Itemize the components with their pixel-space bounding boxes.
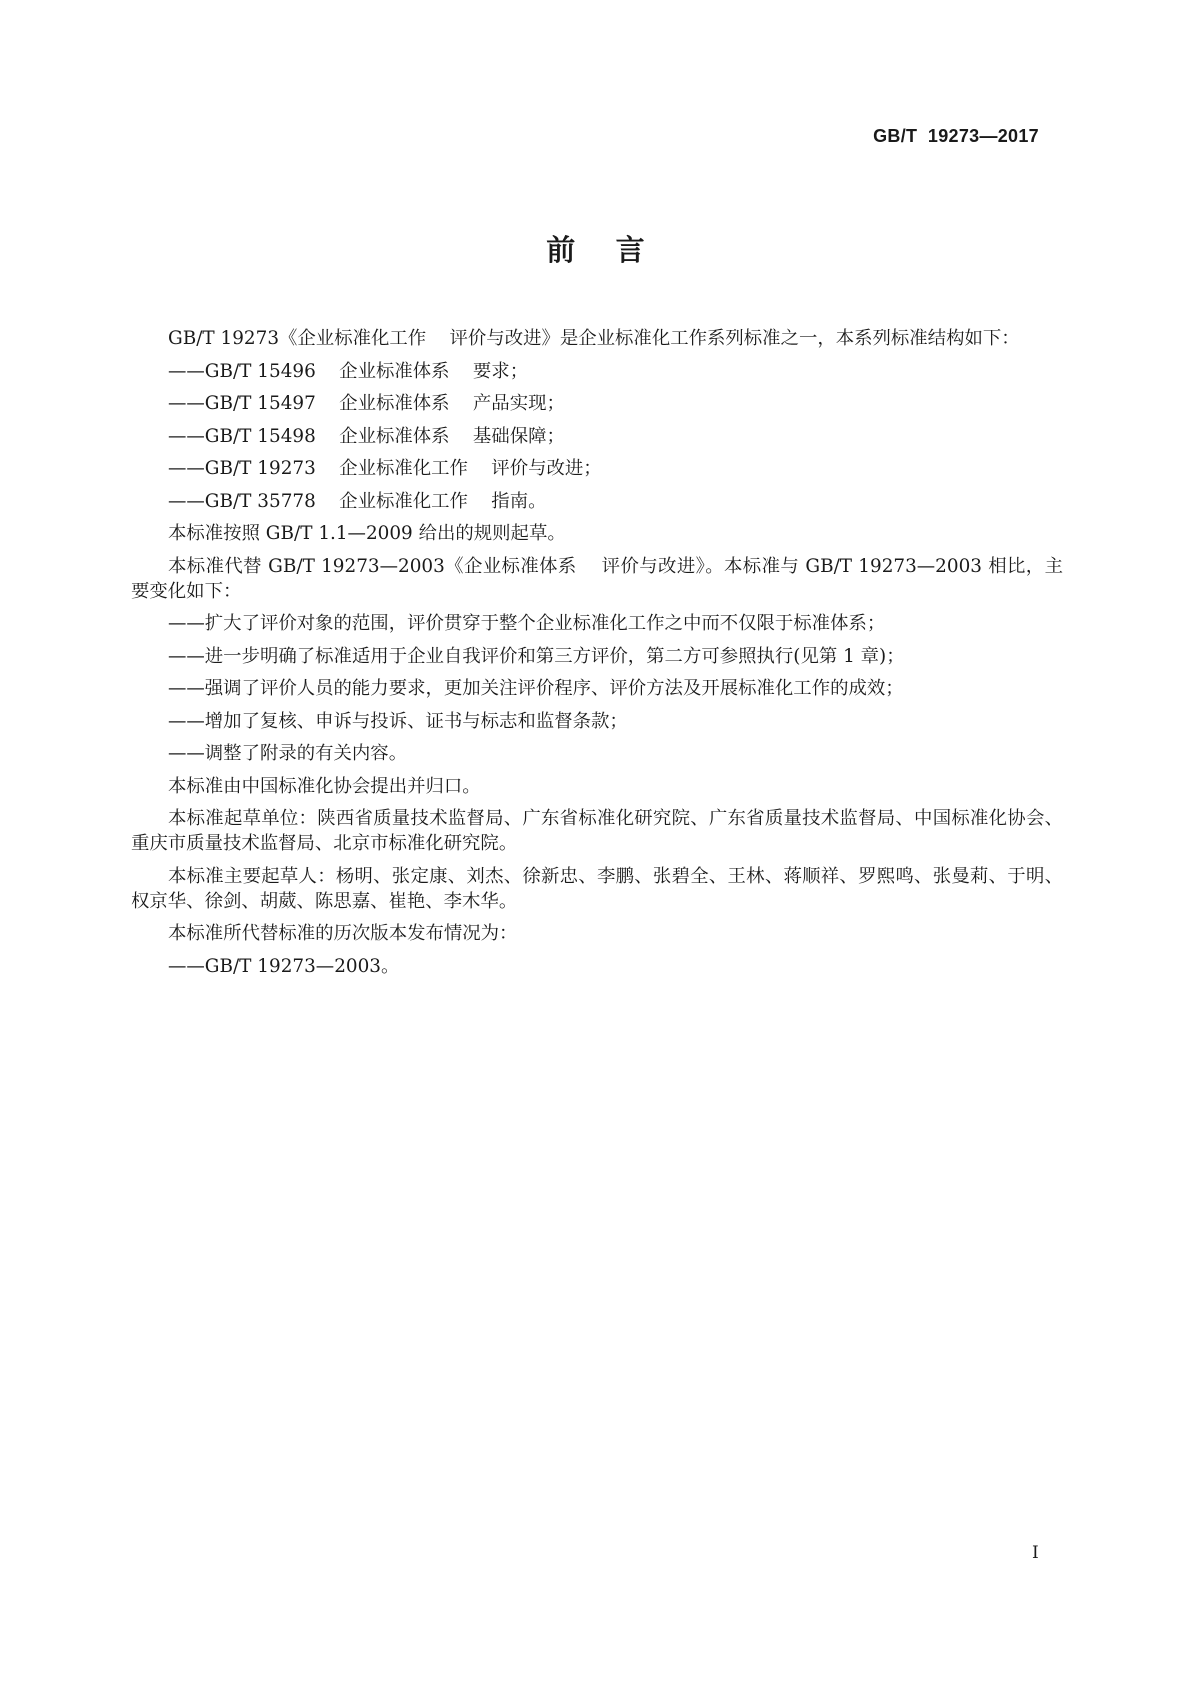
series-item: ——GB/T 15496 企业标准体系 要求； [168,360,529,382]
change-item: ——增加了复核、申诉与投诉、证书与标志和监督条款； [168,710,628,732]
replaces-paragraph: 本标准代替 GB/T 19273—2003《企业标准体系 评价与改进》。本标准与 GB/T 19273—2003 相比，主要变化如下： [131,555,1063,602]
history-item: ——GB/T 19273—2003。 [168,955,400,977]
drafting-units-paragraph: 本标准起草单位：陕西省质量技术监督局、广东省标准化研究院、广东省质量技术监督局、中国标准化协会、重庆市质量技术监督局、北京市标准化研究院。 [131,808,1063,854]
standard-code: GB/T 19273—2017 [873,126,1039,146]
history-intro-paragraph: 本标准所代替标准的历次版本发布情况为： [168,923,518,944]
intro-paragraph: GB/T 19273《企业标准化工作 评价与改进》是企业标准化工作系列标准之一，本系列标准结构如下： [168,328,1020,349]
drafting-rules-paragraph: 本标准按照 GB/T 1.1—2009 给出的规则起草。 [168,523,566,544]
series-item: ——GB/T 19273 企业标准化工作 评价与改进； [168,458,602,479]
change-item: ——强调了评价人员的能力要求，更加关注评价程序、评价方法及开展标准化工作的成效； [168,678,904,699]
page-title: 前 言 [546,233,645,267]
drafters-paragraph: 本标准主要起草人：杨明、张定康、刘杰、徐新忠、李鹏、张碧全、王林、蒋顺祥、罗熙鸣、张曼莉、于明、权京华、徐剑、胡葳、陈思嘉、崔艳、李木华。 [131,865,1063,912]
change-item: ——调整了附录的有关内容。 [168,743,408,764]
series-item: ——GB/T 35778 企业标准化工作 指南。 [168,490,547,512]
proposed-by-paragraph: 本标准由中国标准化协会提出并归口。 [168,775,481,797]
foreword-body [131,326,1063,986]
series-item: ——GB/T 15497 企业标准体系 产品实现； [168,393,565,414]
change-item: ——扩大了评价对象的范围，评价贯穿于整个企业标准化工作之中而不仅限于标准体系； [168,613,886,634]
change-item: ——进一步明确了标准适用于企业自我评价和第三方评价，第二方可参照执行(见第 1 章)； [168,645,905,667]
series-item: ——GB/T 15498 企业标准体系 基础保障； [168,425,565,447]
page-number: I [1032,1543,1039,1563]
